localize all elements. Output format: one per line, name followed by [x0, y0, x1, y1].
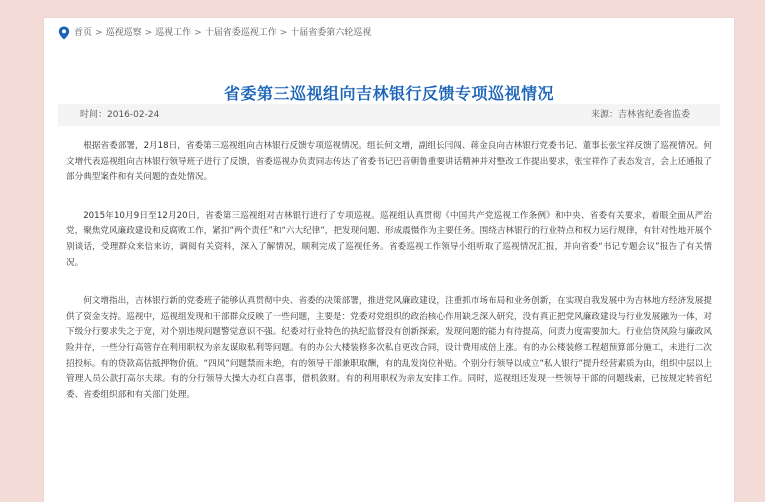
article-title: 省委第三巡视组向吉林银行反馈专项巡视情况	[223, 83, 554, 103]
breadcrumb-separator: >	[144, 28, 153, 38]
article-body	[66, 139, 712, 403]
publish-time: 时间：2016-02-24	[80, 110, 160, 120]
article-paragraph: 2015年10月9日至12月20日，省委第三巡视组对吉林银行进行了专项巡视。巡视组认真贯彻《中国共产党巡视工作条例》和中央、省委有关要求，着眼全面从严治党，聚焦党风廉政建设和反腐败工作，紧扣“两个责任”和“六大纪律”，把发现问题、形成震慑作为主要任务。围绕吉林银行的行业特点和权力运行规律，有针对性地开展个别谈话，受理群众来信来访，调阅有关资料，深入了解情况，顺利完成了巡视任务。省委巡视工作领导小组听取了巡视情况汇报，并向省委“书记专题会议”报告了有关情况。	[66, 210, 712, 268]
article-paragraph: 根据省委部署，2月18日，省委第三巡视组向吉林银行反馈专项巡视情况。组长何文增，副组长闫闯、蒋金良向吉林银行党委书记、董事长张宝祥反馈了巡视情况。何文增代表巡视组向吉林银行领导班子进行了反馈，省委巡视办负责同志传达了省委书记巴音朝鲁重要讲话精神并对整改工作提出要求，张宝祥作了表态发言，会上还通报了部分典型案件和有关问题的查处情况。	[66, 141, 712, 183]
breadcrumb-separator: >	[194, 28, 202, 38]
article-meta-bar	[58, 104, 720, 126]
breadcrumb-home[interactable]: 首页	[74, 28, 93, 38]
article-paragraph: 何文增指出，吉林银行新的党委班子能够认真贯彻中央、省委的决策部署，推进党风廉政建设，注重抓市场布局和业务创新，在实现自我发展中为吉林地方经济发展提供了资金支持。巡视中，巡视组发现和干部群众反映了一些问题，主要是：党委对党组织的政治核心作用缺乏深入研究，没有真正把党风廉政建设与行业发展融为一体，对下级分行要求失之于宽，对个别违规问题警觉意识不强。纪委对行业特色的执纪监督没有创新探索，发现问题的能力有待提高，问责力度需要加大。行业信贷风险与廉政风险并存，一些分行高管存在利用职权为亲友谋取私利等问题。有的办公大楼装修多次私自更改合同，设计费用成倍上涨。有的办公楼装修工程超预算部分施工，未进行二次招投标。有的贷款高估抵押物价值。“四风”问题禁而未绝，有的领导干部兼职取酬，有的乱发岗位补贴。个别分行领导以成立“私人银行”提升经营素质为由，组织中层以上管理人员公款打高尔夫球。有的分行领导大操大办红白喜事，借机敛财。有的利用职权为亲友安排工作。同时，巡视组还发现一些领导干部的问题线索，已按规定转省纪委、省委组织部和有关部门处理。	[66, 296, 712, 400]
breadcrumb-separator: >	[95, 28, 103, 38]
breadcrumb	[58, 26, 371, 40]
breadcrumb-inspection[interactable]: 巡视巡察	[105, 28, 142, 38]
location-pin-icon	[58, 26, 70, 40]
breadcrumb-sixth-round[interactable]: 十届省委第六轮巡视	[290, 28, 372, 38]
breadcrumb-inspection-work[interactable]: 巡视工作	[155, 28, 192, 38]
article-source: 来源：吉林省纪委省监委	[590, 110, 690, 120]
article-page	[44, 18, 734, 502]
breadcrumb-tenth-session[interactable]: 十届省委巡视工作	[204, 28, 277, 38]
breadcrumb-separator: >	[279, 28, 288, 38]
